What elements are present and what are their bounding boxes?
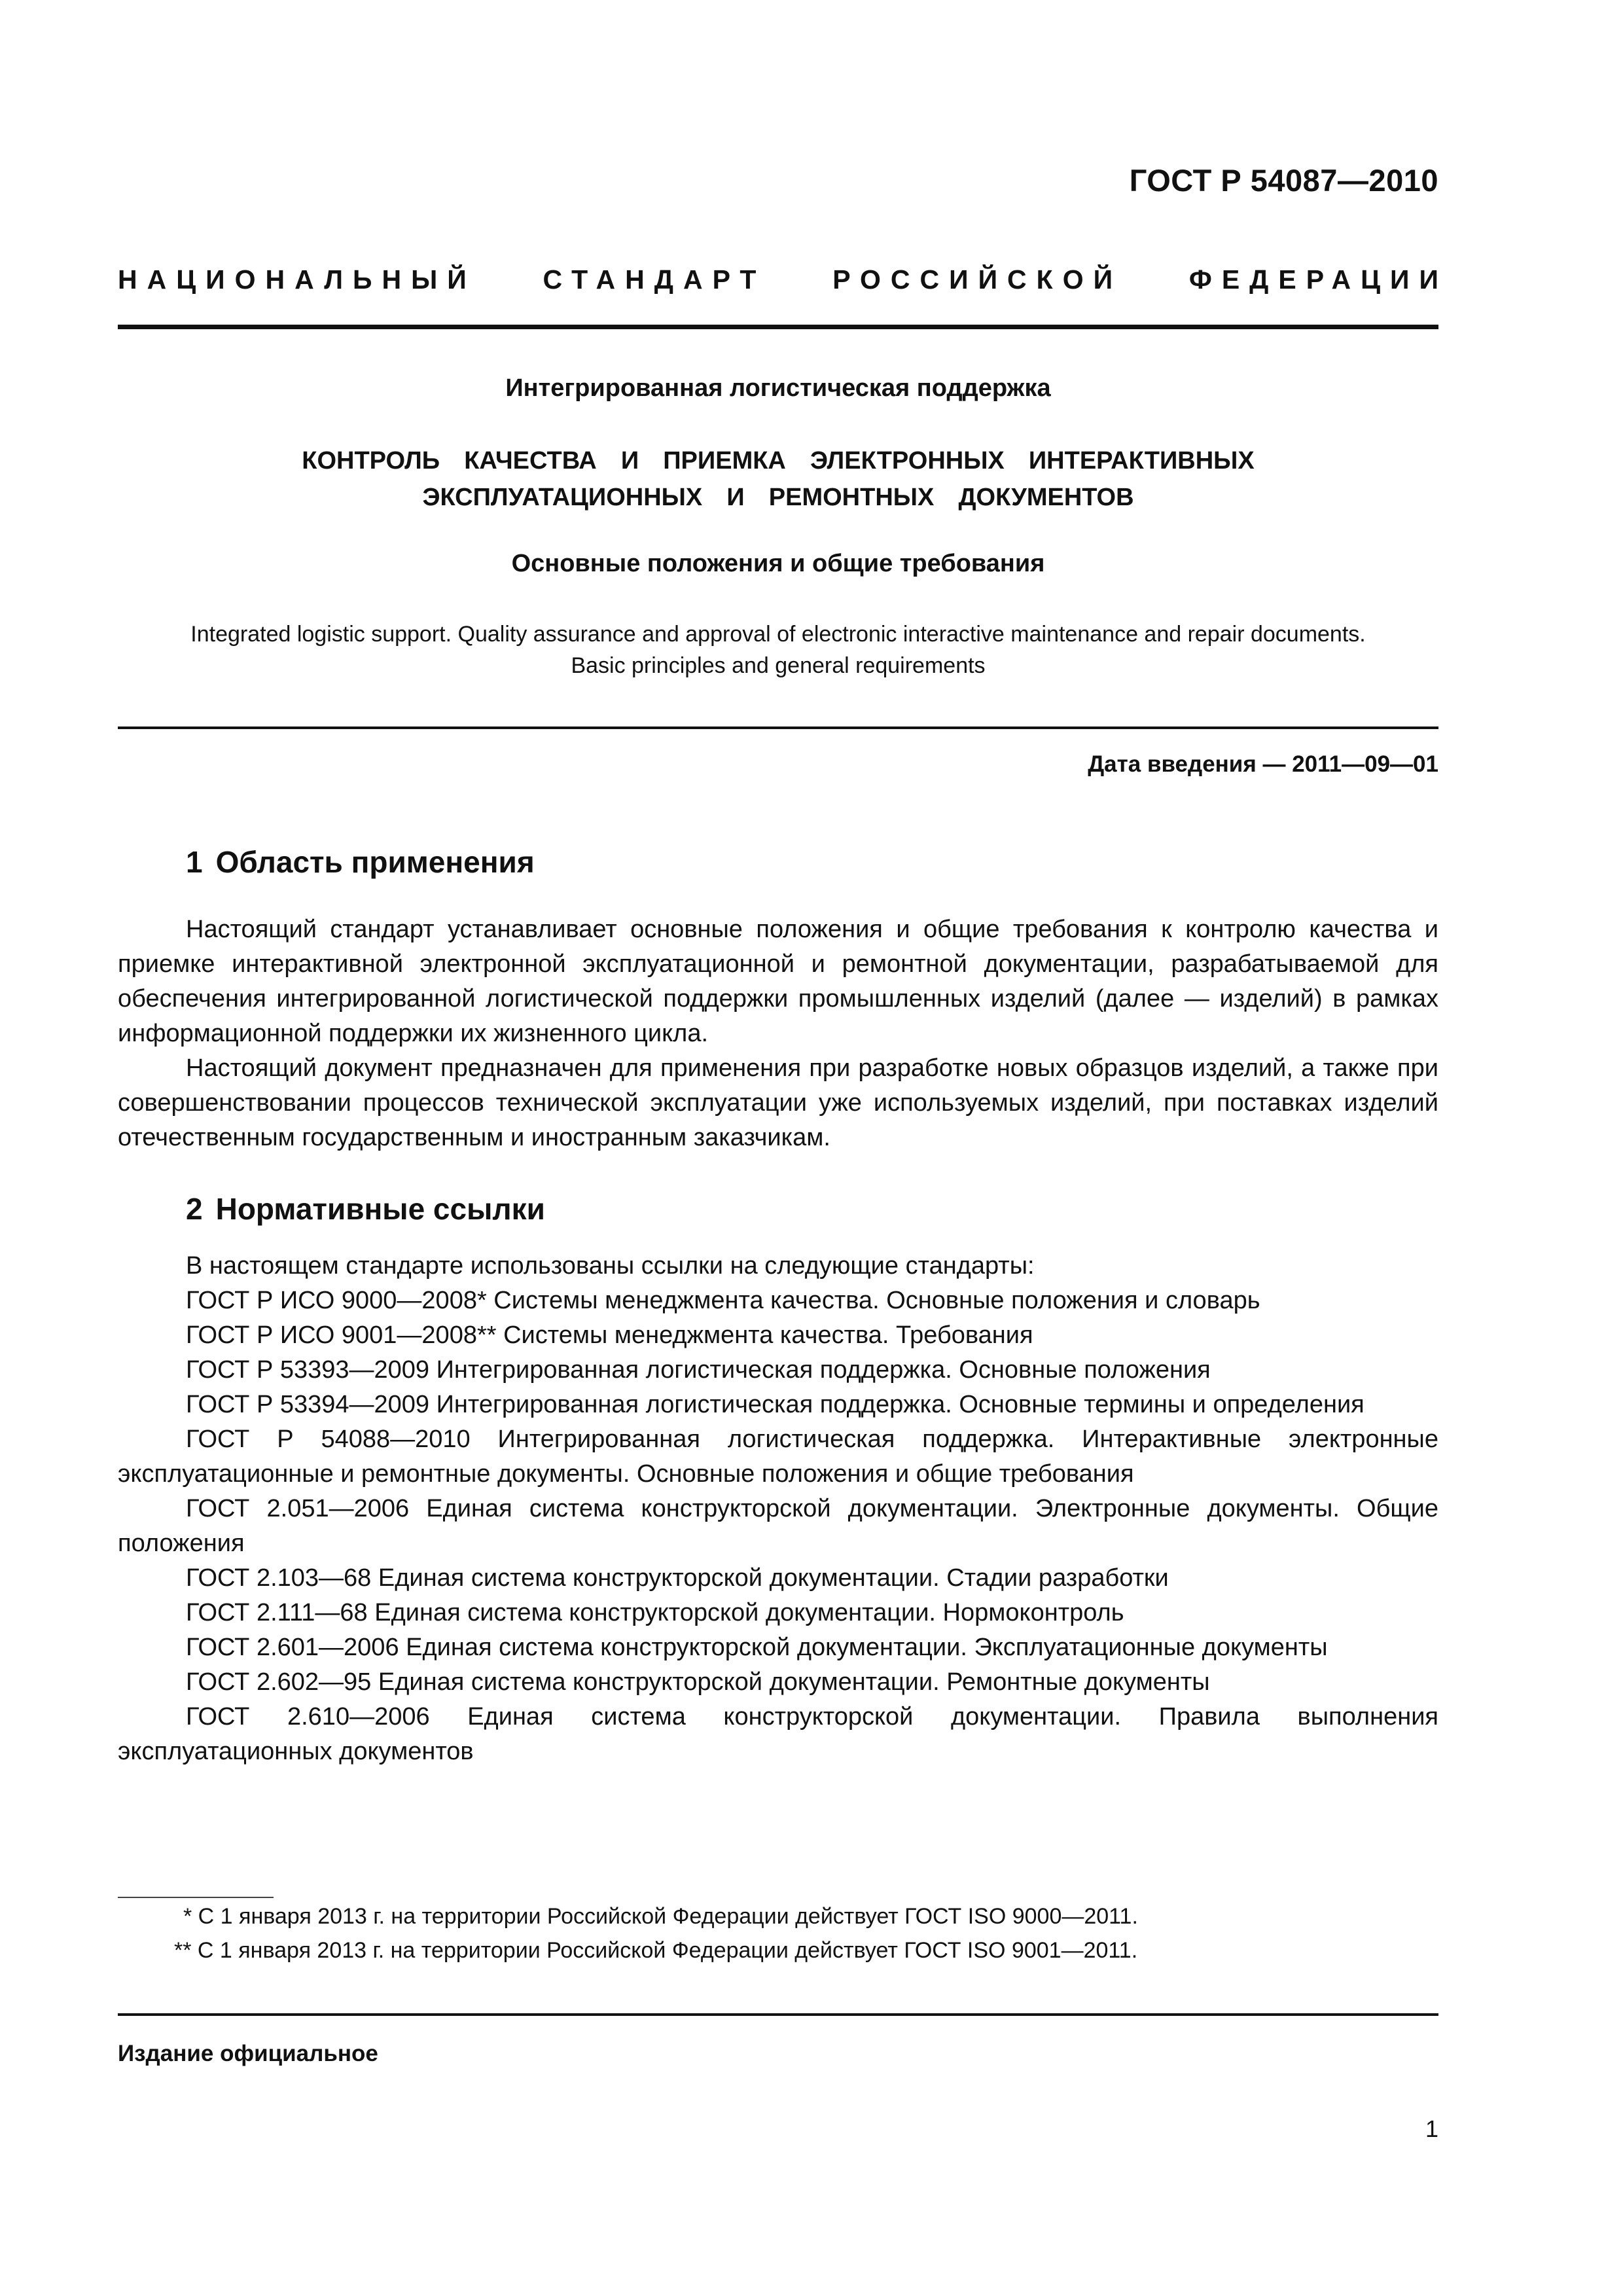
section-number: 1: [186, 845, 203, 879]
english-title-line: Basic principles and general requirements: [571, 653, 986, 678]
english-title-line: Integrated logistic support. Quality assurance and approval of electronic interactive maintenance and repair documents.: [190, 622, 1366, 647]
reference-item: ГОСТ 2.051—2006 Единая система конструкторской документации. Электронные документы. Общие положения: [118, 1495, 1438, 1557]
banner-word: СТАНДАРТ: [543, 264, 766, 295]
section-number: 2: [186, 1192, 203, 1226]
national-standard-banner: [118, 264, 1448, 295]
footnotes: [118, 1899, 1438, 1967]
section-heading-scope: [186, 844, 535, 880]
reference-item: ГОСТ Р 54088—2010 Интегрированная логистическая поддержка. Интерактивные электронные эксплуатационные и ремонтные документы. Основные положения и общие требования: [118, 1426, 1438, 1488]
reference-item: ГОСТ 2.103—68 Единая система конструкторской документации. Стадии разработки: [186, 1564, 1169, 1592]
edition-label: Издание официальное: [118, 2041, 378, 2066]
reference-item: ГОСТ Р ИСО 9001—2008** Системы менеджмента качества. Требования: [186, 1321, 1033, 1349]
main-title: [118, 442, 1438, 516]
banner-word: ФЕДЕРАЦИИ: [1188, 264, 1448, 295]
section-title: Область применения: [215, 845, 535, 879]
section-body-scope: [118, 912, 1438, 1155]
header-divider: [118, 325, 1438, 329]
series-title: Интегрированная логистическая поддержка: [505, 374, 1051, 402]
references-intro: В настоящем стандарте использованы ссылки на следующие стандарты:: [186, 1252, 1035, 1280]
footnote: ** С 1 января 2013 г. на территории Российской Федерации действует ГОСТ ISO 9001—2011.: [174, 1938, 1138, 1963]
introduction-date: Дата введения — 2011—09—01: [1088, 751, 1438, 777]
paragraph: Настоящий документ предназначен для применения при разработке новых образцов изделий, а также при совершенствовании процессов технической эксплуатации уже используемых изделий, при поставках изделий отечественным государственным и иностранным заказчикам.: [118, 1054, 1438, 1151]
main-title-line: ЭКСПЛУАТАЦИОННЫХ И РЕМОНТНЫХ ДОКУМЕНТОВ: [422, 484, 1134, 511]
main-title-line: КОНТРОЛЬ КАЧЕСТВА И ПРИЕМКА ЭЛЕКТРОННЫХ ИНТЕРАКТИВНЫХ: [302, 447, 1255, 475]
footnote-separator: [118, 1897, 274, 1898]
title-divider: [118, 726, 1438, 729]
reference-item: ГОСТ Р ИСО 9000—2008* Системы менеджмента качества. Основные положения и словарь: [186, 1287, 1260, 1314]
reference-item: ГОСТ 2.601—2006 Единая система конструкторской документации. Эксплуатационные документы: [186, 1634, 1328, 1661]
english-title: [118, 619, 1438, 681]
footer-divider: [118, 2013, 1438, 2016]
reference-item: ГОСТ 2.610—2006 Единая система конструкторской документации. Правила выполнения эксплуатационных документов: [118, 1703, 1438, 1765]
document-number: ГОСТ Р 54087—2010: [1129, 163, 1438, 198]
reference-item: ГОСТ 2.111—68 Единая система конструкторской документации. Нормоконтроль: [186, 1599, 1124, 1626]
reference-item: ГОСТ Р 53393—2009 Интегрированная логистическая поддержка. Основные положения: [186, 1356, 1211, 1384]
reference-item: ГОСТ 2.602—95 Единая система конструкторской документации. Ремонтные документы: [186, 1668, 1210, 1696]
section-title: Нормативные ссылки: [215, 1192, 545, 1226]
footnote: * С 1 января 2013 г. на территории Российской Федерации действует ГОСТ ISO 9000—2011.: [183, 1904, 1138, 1929]
section-heading-references: [186, 1191, 545, 1227]
subtitle: Основные положения и общие требования: [511, 550, 1045, 577]
banner-word: НАЦИОНАЛЬНЫЙ: [118, 264, 476, 295]
banner-word: РОССИЙСКОЙ: [832, 264, 1123, 295]
page-number: 1: [1425, 2115, 1438, 2142]
reference-list: [118, 1249, 1438, 1769]
paragraph: Настоящий стандарт устанавливает основные положения и общие требования к контролю качества и приемке интерактивной электронной эксплуатационной и ремонтной документации, разрабатываемой для обеспечения интегрированной логистической поддержки промышленных изделий (далее — изделий) в рамках информационной поддержки их жизненного цикла.: [118, 916, 1438, 1047]
reference-item: ГОСТ Р 53394—2009 Интегрированная логистическая поддержка. Основные термины и определения: [186, 1391, 1364, 1418]
